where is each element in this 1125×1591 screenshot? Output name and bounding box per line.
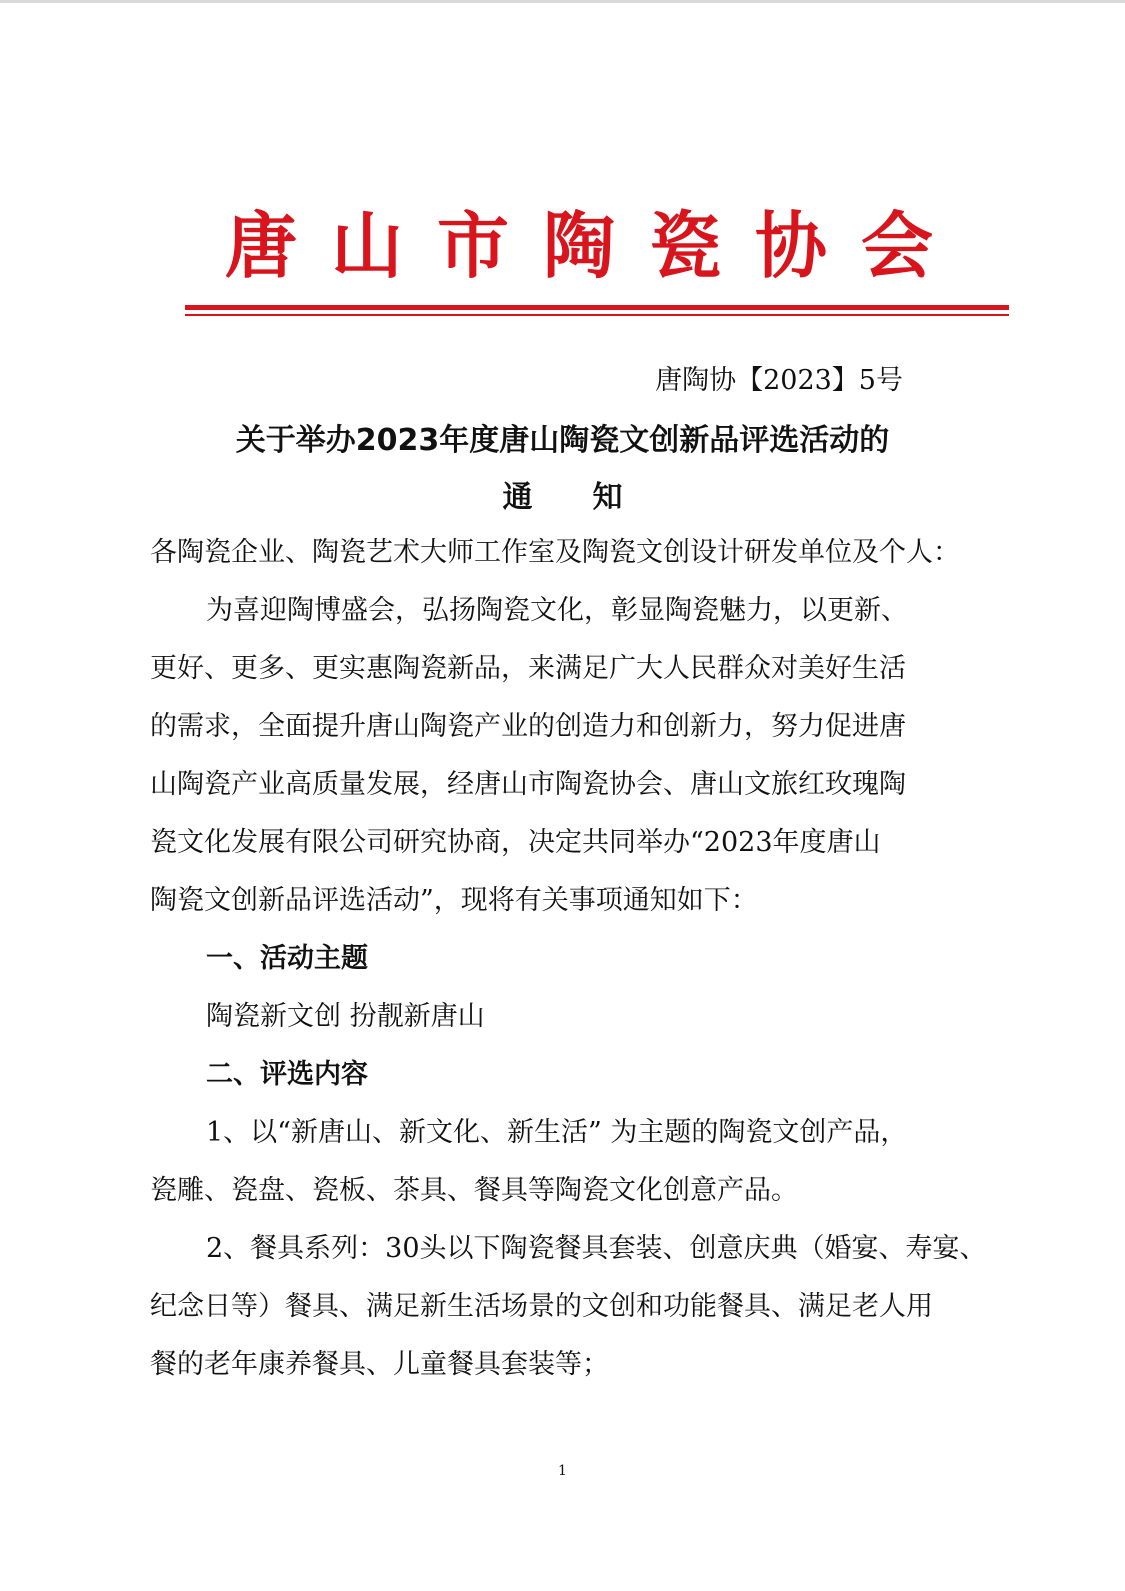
letterhead-rule-thin: [185, 314, 1009, 316]
intro-line-3: 的需求，全面提升唐山陶瓷产业的创造力和创新力，努力促进唐: [150, 711, 906, 742]
page-number: 1: [558, 1463, 567, 1479]
item-2-line-2: 纪念日等）餐具、满足新生活场景的文创和功能餐具、满足老人用: [150, 1291, 933, 1322]
section-1-text: 陶瓷新文创 扮靓新唐山: [206, 1001, 485, 1032]
document-title-line-2: 通知: [502, 480, 683, 515]
intro-line-6: 陶瓷文创新品评选活动”，现将有关事项通知如下：: [150, 885, 758, 916]
document-number: 唐陶协【2023】5号: [655, 365, 903, 396]
letterhead-org-name: 唐山市陶瓷协会: [225, 203, 968, 288]
intro-line-1: 为喜迎陶博盛会，弘扬陶瓷文化，彰显陶瓷魅力，以更新、: [206, 595, 908, 626]
item-1-line-1: 1、以“新唐山、新文化、新生活” 为主题的陶瓷文创产品，: [206, 1117, 908, 1148]
item-1-line-2: 瓷雕、瓷盘、瓷板、茶具、餐具等陶瓷文化创意产品。: [150, 1175, 798, 1206]
section-2-heading: 二、评选内容: [206, 1059, 368, 1090]
intro-line-5: 瓷文化发展有限公司研究协商，决定共同举办“2023年度唐山: [150, 827, 881, 858]
item-2-line-1: 2、餐具系列：30头以下陶瓷餐具套装、创意庆典（婚宴、寿宴、: [206, 1233, 987, 1264]
addressee-line: 各陶瓷企业、陶瓷艺术大师工作室及陶瓷文创设计研发单位及个人：: [150, 537, 960, 568]
document-title-line-1: 关于举办2023年度唐山陶瓷文创新品评选活动的: [235, 423, 890, 458]
intro-line-2: 更好、更多、更实惠陶瓷新品，来满足广大人民群众对美好生活: [150, 653, 906, 684]
intro-line-4: 山陶瓷产业高质量发展，经唐山市陶瓷协会、唐山文旅红玫瑰陶: [150, 769, 906, 800]
letterhead-rule-thick: [185, 305, 1009, 310]
item-2-line-3: 餐的老年康养餐具、儿童餐具套装等；: [150, 1349, 609, 1380]
section-1-heading: 一、活动主题: [206, 943, 368, 974]
